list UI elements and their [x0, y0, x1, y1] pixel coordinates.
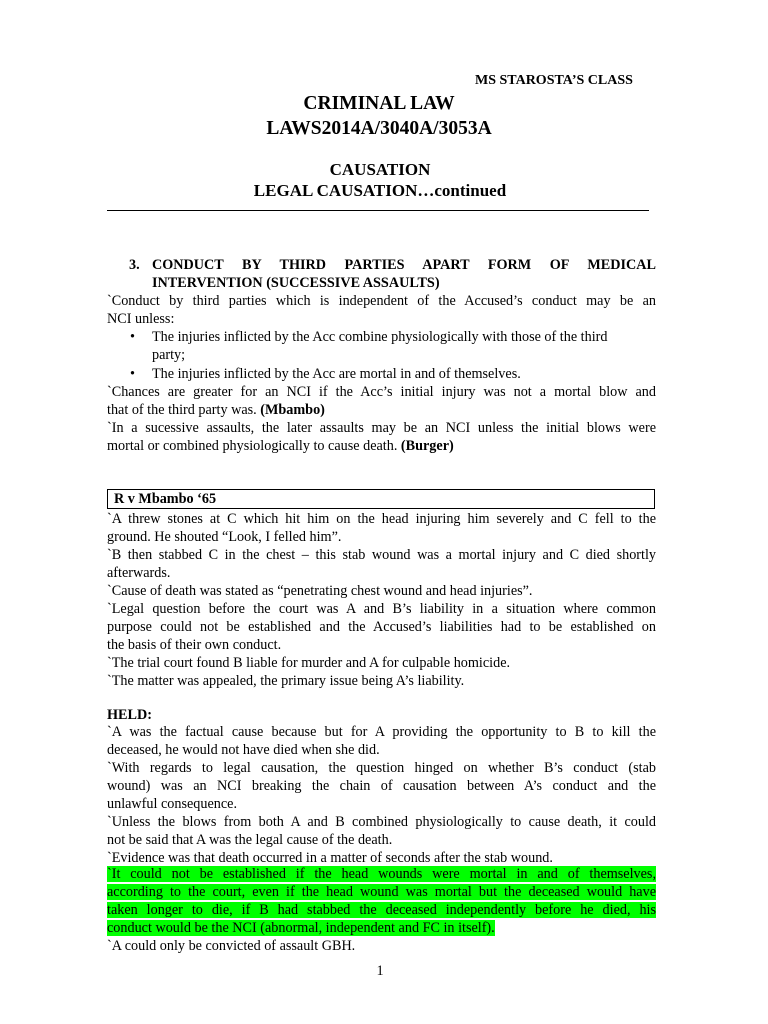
- bullet-line: The injuries inflicted by the Acc are mortal in and of themselves.: [152, 366, 521, 382]
- bullet-icon: •: [130, 366, 135, 382]
- section-number: 3.: [129, 257, 140, 273]
- held-line: not be said that A was the legal cause of the death.: [107, 832, 393, 848]
- paragraph-line: `Conduct by third parties which is independent of the Accused’s conduct may be an: [107, 293, 656, 309]
- fact-line: `A threw stones at C which hit him on the head injuring him severely and C fell to the: [107, 511, 656, 527]
- topic-title: CAUSATION: [329, 160, 431, 179]
- case-title-box: [107, 489, 655, 509]
- held-line: `With regards to legal causation, the question hinged on whether B’s conduct (stab: [107, 760, 656, 776]
- paragraph-line: `In a sucessive assaults, the later assaults may be an NCI unless the initial blows were: [107, 420, 656, 436]
- course-title: CRIMINAL LAW: [303, 93, 455, 114]
- held-line: deceased, he would not have died when she did.: [107, 742, 380, 758]
- highlighted-passage: [107, 865, 656, 937]
- case-reference: (Mbambo): [260, 402, 325, 418]
- fact-line: `The trial court found B liable for murder and A for culpable homicide.: [107, 655, 511, 671]
- final-line: `A could only be convicted of assault GBH.: [107, 938, 356, 954]
- paragraph-line: `Chances are greater for an NCI if the Acc’s initial injury was not a mortal blow and: [107, 384, 656, 400]
- fact-line: `Cause of death was stated as “penetrating chest wound and head injuries”.: [107, 583, 533, 599]
- held-line: `A was the factual cause because but for A providing the opportunity to B to kill the: [107, 724, 656, 740]
- bullet-line: The injuries inflicted by the Acc combine physiologically with those of the third: [152, 329, 608, 345]
- paragraph-mbambo: [107, 383, 656, 419]
- bullet-item: [130, 328, 656, 364]
- paragraph-line: that of the third party was.: [107, 402, 257, 418]
- header-rule: [107, 210, 649, 211]
- highlighted-line: conduct would be the NCI (abnormal, independent and FC in itself).: [107, 920, 495, 936]
- case-name: R v Mbambo ‘65: [114, 491, 217, 507]
- highlighted-line: taken longer to die, if B had stabbed the deceased independently before he died, his: [107, 902, 656, 918]
- class-label: MS STAROSTA’S CLASS: [475, 73, 633, 88]
- page-number: 1: [376, 963, 384, 979]
- fact-line: `Legal question before the court was A and B’s liability in a situation where common: [107, 601, 656, 617]
- bullet-icon: •: [130, 329, 135, 345]
- held-line: `Unless the blows from both A and B combined physiologically to cause death, it could: [107, 814, 656, 830]
- fact-line: ground. He shouted “Look, I felled him”.: [107, 529, 342, 545]
- held-heading: HELD:: [107, 707, 152, 723]
- fact-line: `The matter was appealed, the primary issue being A’s liability.: [107, 673, 465, 689]
- course-codes: LAWS2014A/3040A/3053A: [266, 118, 492, 139]
- paragraph-burger: [107, 419, 656, 455]
- intro-paragraph: [107, 292, 656, 328]
- bullet-line: party;: [152, 347, 186, 363]
- section-heading: [129, 256, 656, 292]
- section-heading-line: INTERVENTION (SUCCESSIVE ASSAULTS): [152, 275, 440, 291]
- held-line: `Evidence was that death occurred in a matter of seconds after the stab wound.: [107, 850, 553, 866]
- paragraph-line: NCI unless:: [107, 311, 175, 327]
- fact-line: `B then stabbed C in the chest – this stab wound was a mortal injury and C died shortly: [107, 547, 656, 563]
- highlighted-line: `It could not be established if the head wounds were mortal in and of themselves,: [107, 866, 656, 882]
- paragraph-line: mortal or combined physiologically to cause death.: [107, 438, 398, 454]
- held-line: unlawful consequence.: [107, 796, 238, 812]
- held-text: [107, 723, 656, 867]
- section-heading-line: CONDUCT BY THIRD PARTIES APART FORM OF MEDICAL: [152, 257, 656, 273]
- subtopic-title: LEGAL CAUSATION…continued: [253, 181, 507, 200]
- fact-line: the basis of their own conduct.: [107, 637, 282, 653]
- bullet-item: [130, 365, 656, 383]
- fact-line: purpose could not be established and the Accused’s liabilities had to be established on: [107, 619, 656, 635]
- highlighted-line: according to the court, even if the head wound was mortal but the deceased would have: [107, 884, 656, 900]
- case-reference: (Burger): [400, 438, 454, 454]
- case-facts: [107, 510, 656, 690]
- fact-line: afterwards.: [107, 565, 171, 581]
- held-line: wound) was an NCI breaking the chain of causation between A’s conduct and the: [107, 778, 656, 794]
